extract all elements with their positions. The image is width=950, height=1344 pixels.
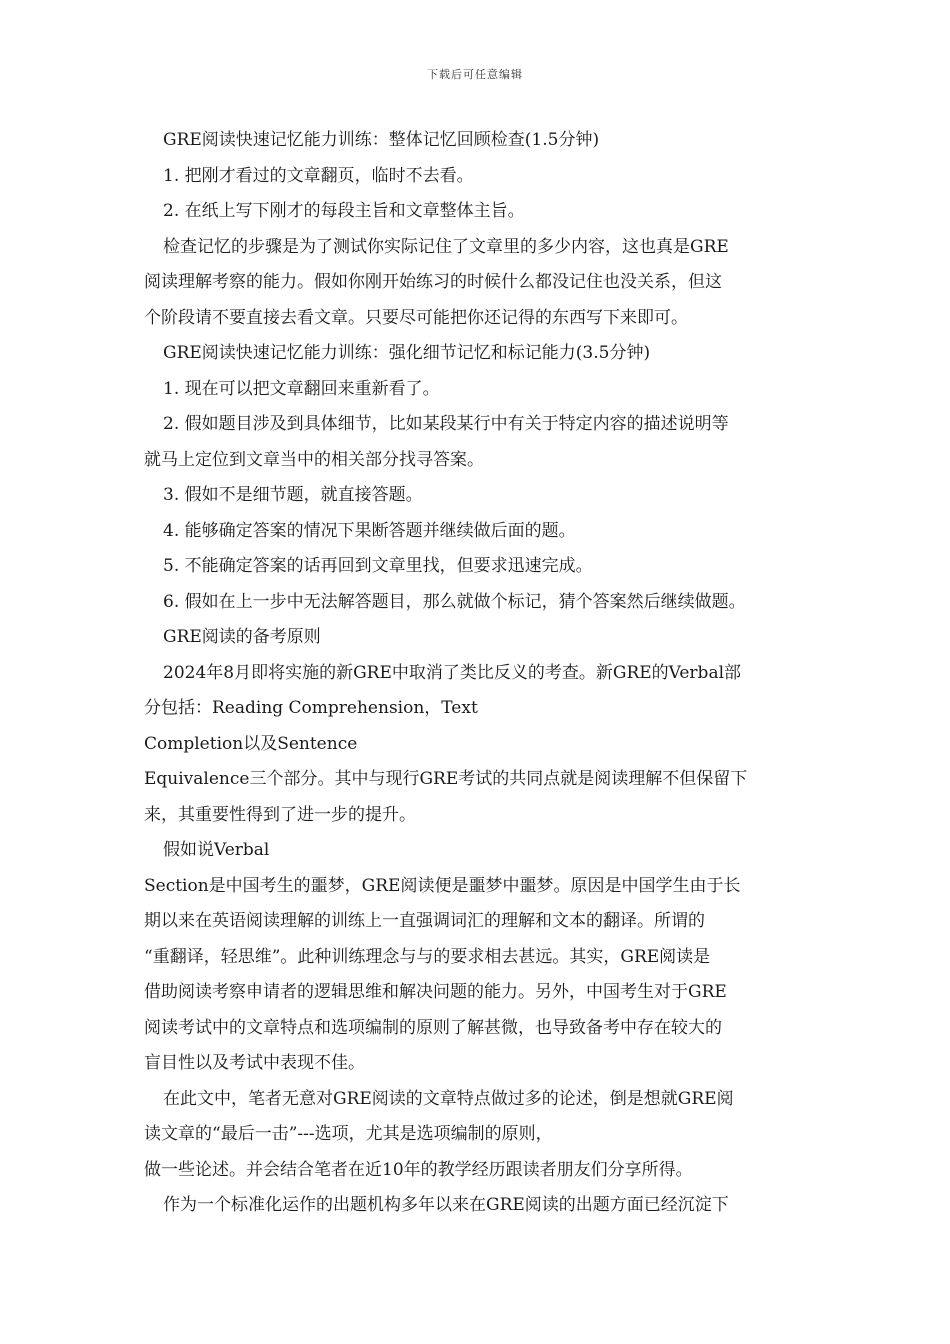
text-line: 借助阅读考察申请者的逻辑思维和解决问题的能力。另外，中国考生对于GRE <box>144 982 727 1002</box>
text-line: Section是中国考生的噩梦，GRE阅读便是噩梦中噩梦。原因是中国学生由于长 <box>144 875 741 896</box>
text-line: 读文章的“最后一击”---选项，尤其是选项编制的原则， <box>144 1124 553 1144</box>
page-header-note: 下载后可任意编辑 <box>427 68 523 81</box>
text-line: 1. 把刚才看过的文章翻页，临时不去看。 <box>163 165 474 186</box>
text-line: Completion以及Sentence <box>144 733 358 754</box>
text-line: 在此文中，笔者无意对GRE阅读的文章特点做过多的论述，倒是想就GRE阅 <box>163 1088 734 1109</box>
text-line: 2. 假如题目涉及到具体细节，比如某段某行中有关于特定内容的描述说明等 <box>163 414 729 434</box>
text-line: 检查记忆的步骤是为了测试你实际记住了文章里的多少内容，这也真是GRE <box>163 236 729 257</box>
text-line: 5. 不能确定答案的话再回到文章里找，但要求迅速完成。 <box>163 556 593 576</box>
text-line: 阅读理解考察的能力。假如你刚开始练习的时候什么都没记住也没关系，但这 <box>144 272 722 292</box>
text-line: GRE阅读的备考原则 <box>163 627 321 647</box>
text-line: 盲目性以及考试中表现不佳。 <box>144 1053 365 1073</box>
text-line: 就马上定位到文章当中的相关部分找寻答案。 <box>144 449 484 470</box>
text-line: 分包括：Reading Comprehension，Text <box>144 698 478 718</box>
text-line: 3. 假如不是细节题，就直接答题。 <box>163 485 423 505</box>
text-line: 做一些论述。并会结合笔者在近10年的教学经历跟读者朋友们分享所得。 <box>144 1159 693 1180</box>
text-line: 个阶段请不要直接去看文章。只要尽可能把你还记得的东西写下来即可。 <box>144 307 688 328</box>
text-line: GRE阅读快速记忆能力训练：整体记忆回顾检查(1.5分钟) <box>163 130 600 150</box>
text-line: 2024年8月即将实施的新GRE中取消了类比反义的考查。新GRE的Verbal部 <box>163 662 742 683</box>
text-line: 假如说Verbal <box>163 840 270 860</box>
text-line: Equivalence三个部分。其中与现行GRE考试的共同点就是阅读理解不但保留下 <box>144 769 748 789</box>
text-line: 4. 能够确定答案的情况下果断答题并继续做后面的题。 <box>163 520 576 541</box>
text-line: 2. 在纸上写下刚才的每段主旨和文章整体主旨。 <box>163 201 525 221</box>
text-line: “重翻译，轻思维”。此种训练理念与与的要求相去甚远。其实，GRE阅读是 <box>144 946 711 967</box>
text-line: 来，其重要性得到了进一步的提升。 <box>144 804 416 825</box>
text-line: 期以来在英语阅读理解的训练上一直强调词汇的理解和文本的翻译。所谓的 <box>144 911 705 931</box>
text-line: GRE阅读快速记忆能力训练：强化细节记忆和标记能力(3.5分钟) <box>163 343 651 363</box>
text-line: 作为一个标准化运作的出题机构多年以来在GRE阅读的出题方面已经沉淀下 <box>163 1195 729 1215</box>
text-line: 1. 现在可以把文章翻回来重新看了。 <box>163 378 440 399</box>
text-line: 6. 假如在上一步中无法解答题目，那么就做个标记，猜个答案然后继续做题。 <box>163 591 746 612</box>
text-line: 阅读考试中的文章特点和选项编制的原则了解甚微，也导致备考中存在较大的 <box>144 1017 722 1038</box>
document-body <box>144 123 824 1224</box>
